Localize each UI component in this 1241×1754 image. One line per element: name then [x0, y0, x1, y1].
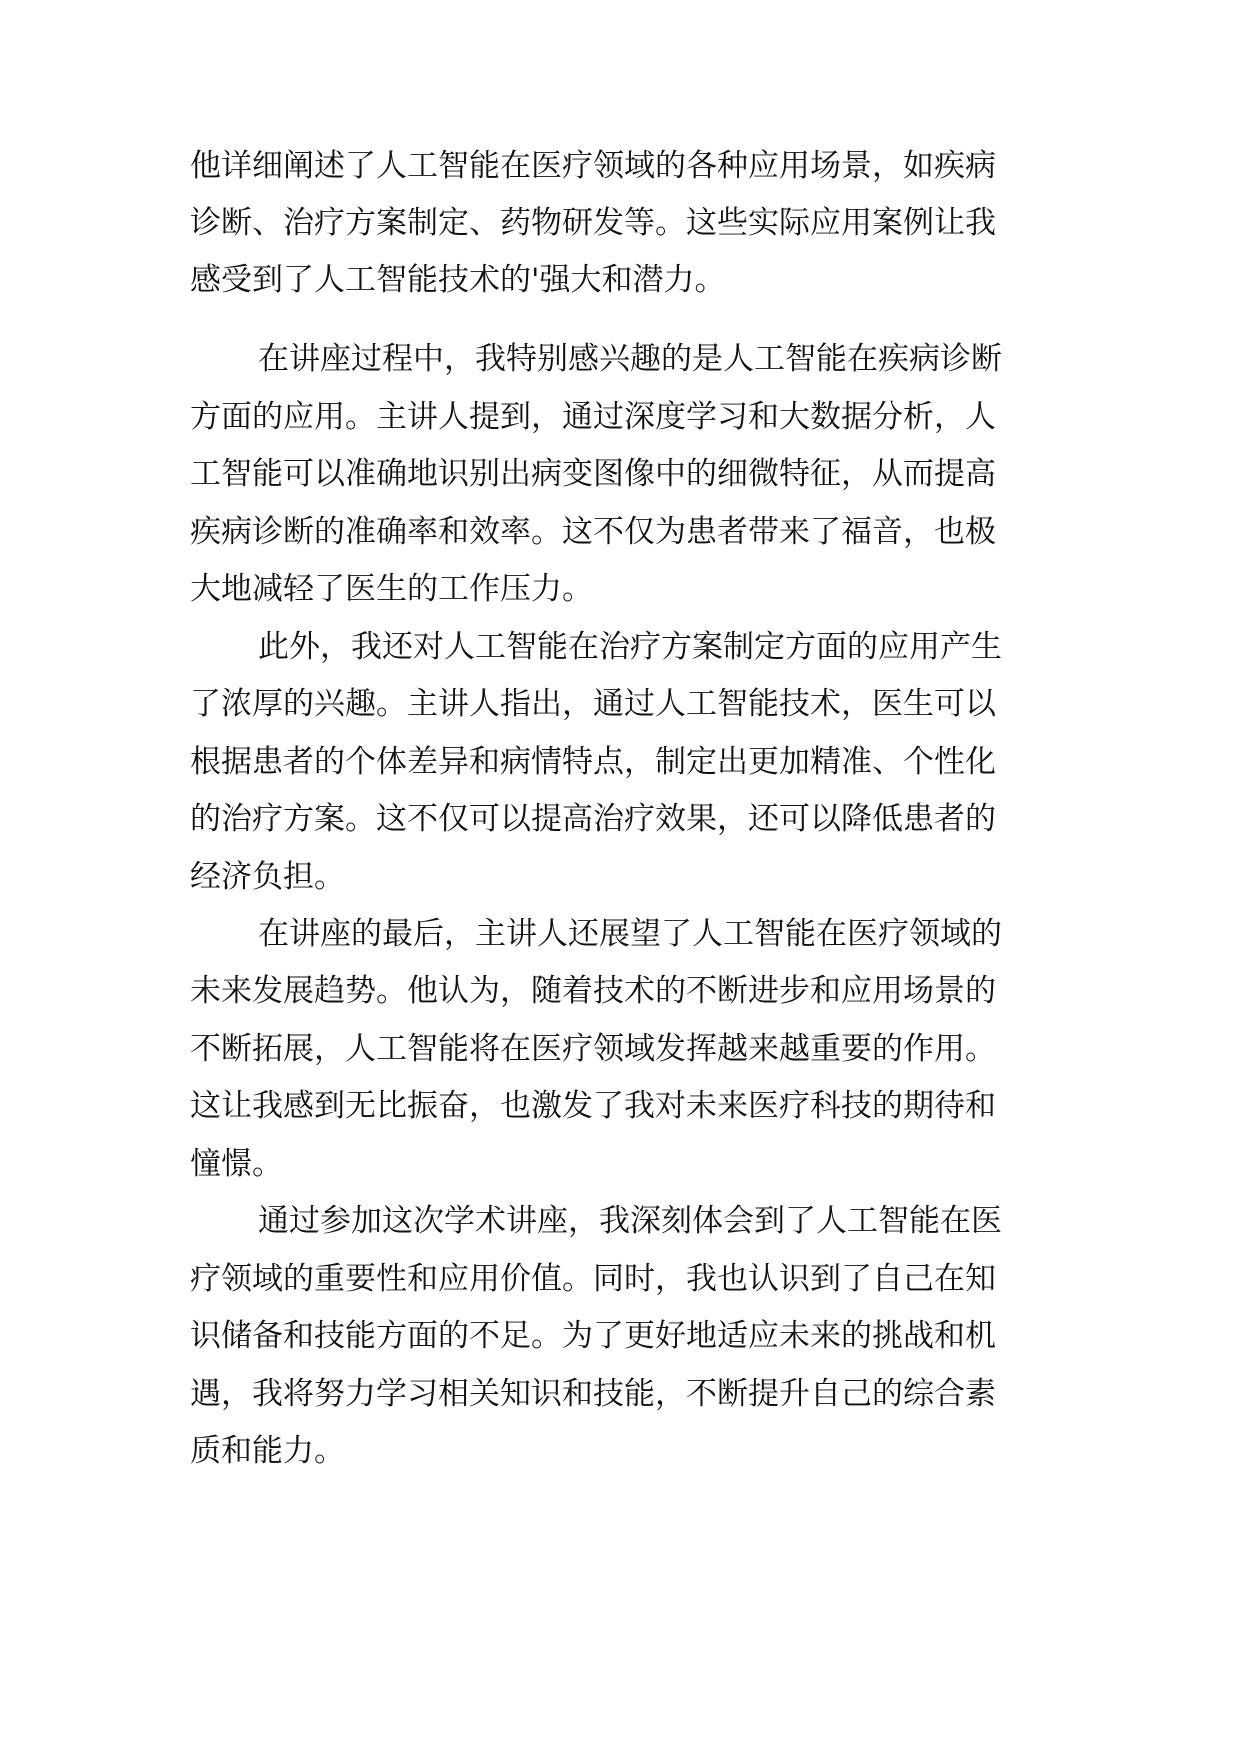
text-line: 感受到了人工智能技术的'强大和潜力。 [190, 262, 726, 298]
text-line: 识储备和技能方面的不足。为了更好地适应未来的挑战和机 [190, 1318, 996, 1354]
text-line: 工智能可以准确地识别出病变图像中的细微特征，从而提高 [190, 456, 996, 492]
paragraph-first-line: 在讲座的最后，主讲人还展望了人工智能在医疗领域的 [258, 916, 1002, 952]
text-line: 不断拓展，人工智能将在医疗领域发挥越来越重要的作用。 [190, 1031, 996, 1067]
text-line: 经济负担。 [190, 859, 345, 895]
text-line: 遇，我将努力学习相关知识和技能，不断提升自己的综合素 [190, 1376, 996, 1412]
text-line: 憧憬。 [190, 1146, 283, 1182]
text-line: 方面的应用。主讲人提到，通过深度学习和大数据分析，人 [190, 399, 996, 435]
text-line: 了浓厚的兴趣。主讲人指出，通过人工智能技术，医生可以 [190, 686, 996, 722]
text-line: 这让我感到无比振奋，也激发了我对未来医疗科技的期待和 [190, 1088, 996, 1124]
text-line: 根据患者的个体差异和病情特点，制定出更加精准、个性化 [190, 744, 996, 780]
text-line: 质和能力。 [190, 1433, 345, 1469]
text-line: 他详细阐述了人工智能在医疗领域的各种应用场景，如疾病 [190, 148, 996, 184]
paragraph-first-line: 在讲座过程中，我特别感兴趣的是人工智能在疾病诊断 [258, 341, 1002, 377]
text-line: 疗领域的重要性和应用价值。同时，我也认识到了自己在知 [190, 1261, 996, 1297]
text-line: 未来发展趋势。他认为，随着技术的不断进步和应用场景的 [190, 973, 996, 1009]
paragraph-first-line: 此外，我还对人工智能在治疗方案制定方面的应用产生 [258, 629, 1002, 665]
text-line: 的治疗方案。这不仅可以提高治疗效果，还可以降低患者的 [190, 801, 996, 837]
text-line: 诊断、治疗方案制定、药物研发等。这些实际应用案例让我 [190, 205, 996, 241]
text-line: 大地减轻了医生的工作压力。 [190, 571, 593, 607]
paragraph-first-line: 通过参加这次学术讲座，我深刻体会到了人工智能在医 [258, 1203, 1002, 1239]
text-line: 疾病诊断的准确率和效率。这不仅为患者带来了福音，也极 [190, 514, 996, 550]
